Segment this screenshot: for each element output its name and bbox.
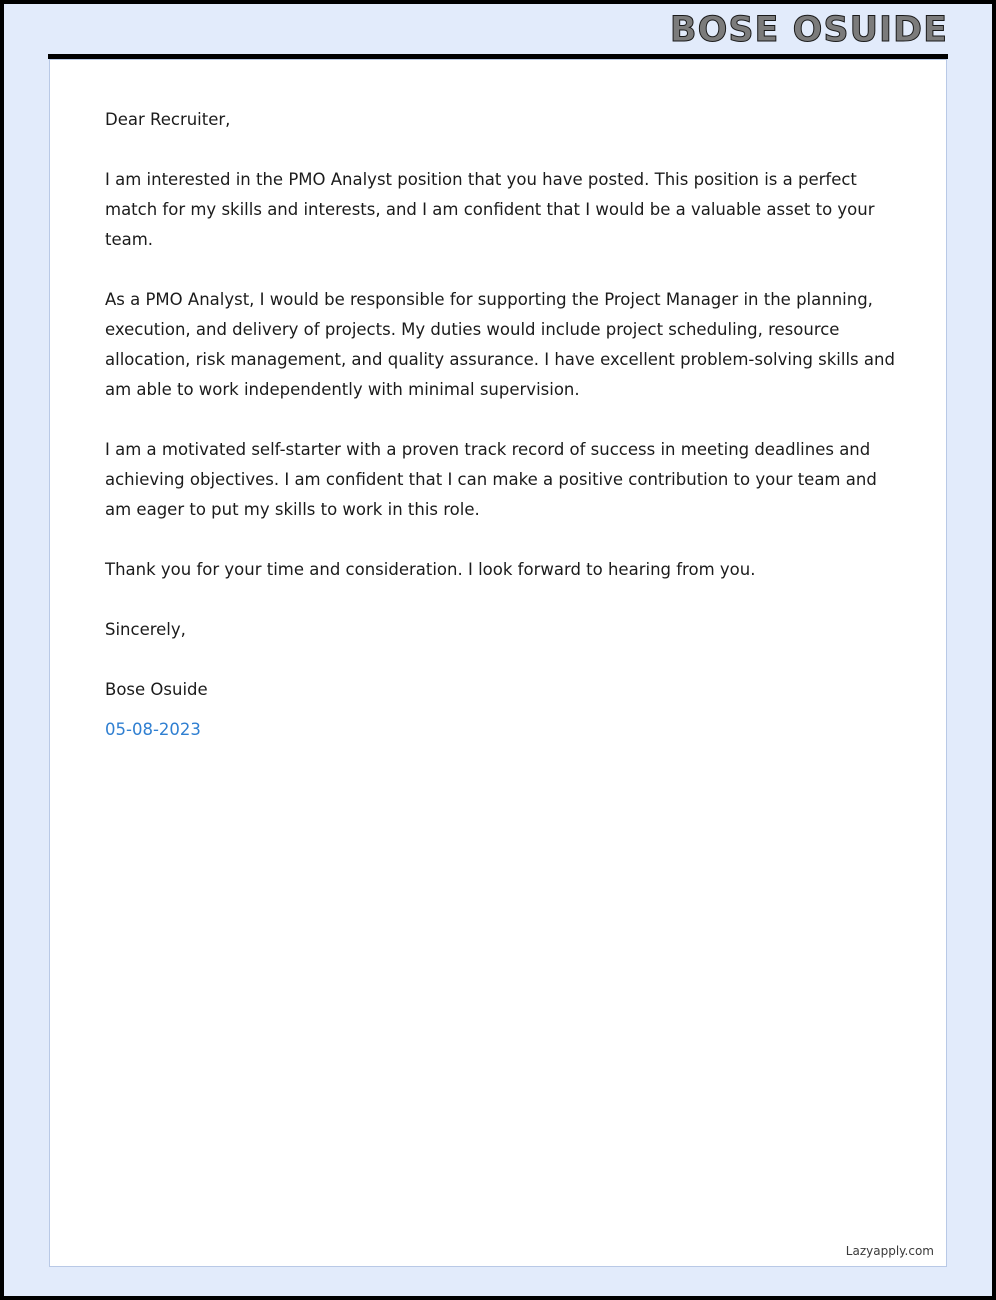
letter-sheet bbox=[49, 59, 947, 1267]
closing: Sincerely, bbox=[105, 620, 186, 639]
paragraph-4: Thank you for your time and consideration. I look forward to hearing from you. bbox=[105, 560, 756, 579]
document-page bbox=[4, 4, 992, 1296]
watermark-label: Lazyapply.com bbox=[845, 1244, 934, 1258]
letter-date: 05-08-2023 bbox=[105, 720, 201, 739]
signature-name: Bose Osuide bbox=[105, 680, 208, 699]
page-title: BOSE OSUIDE bbox=[669, 9, 948, 50]
paragraph-3: I am a motivated self-starter with a proven track record of success in meeting deadlines and achieving objectives. I am confident that I can make a positive contribution to your team and am eager to put my skills to work in this role. bbox=[105, 440, 877, 519]
paragraph-1: I am interested in the PMO Analyst position that you have posted. This position is a perfect match for my skills and interests, and I am confident that I would be a valuable asset to your team. bbox=[105, 170, 875, 249]
letter-body bbox=[105, 105, 895, 745]
document-header bbox=[4, 4, 992, 56]
paragraph-2: As a PMO Analyst, I would be responsible for supporting the Project Manager in the planning, execution, and delivery of projects. My duties would include project scheduling, resource allocation, risk management, and quality assurance. I have excellent problem-solving skills and am able to work independently with minimal supervision. bbox=[105, 290, 895, 399]
salutation: Dear Recruiter, bbox=[105, 110, 231, 129]
